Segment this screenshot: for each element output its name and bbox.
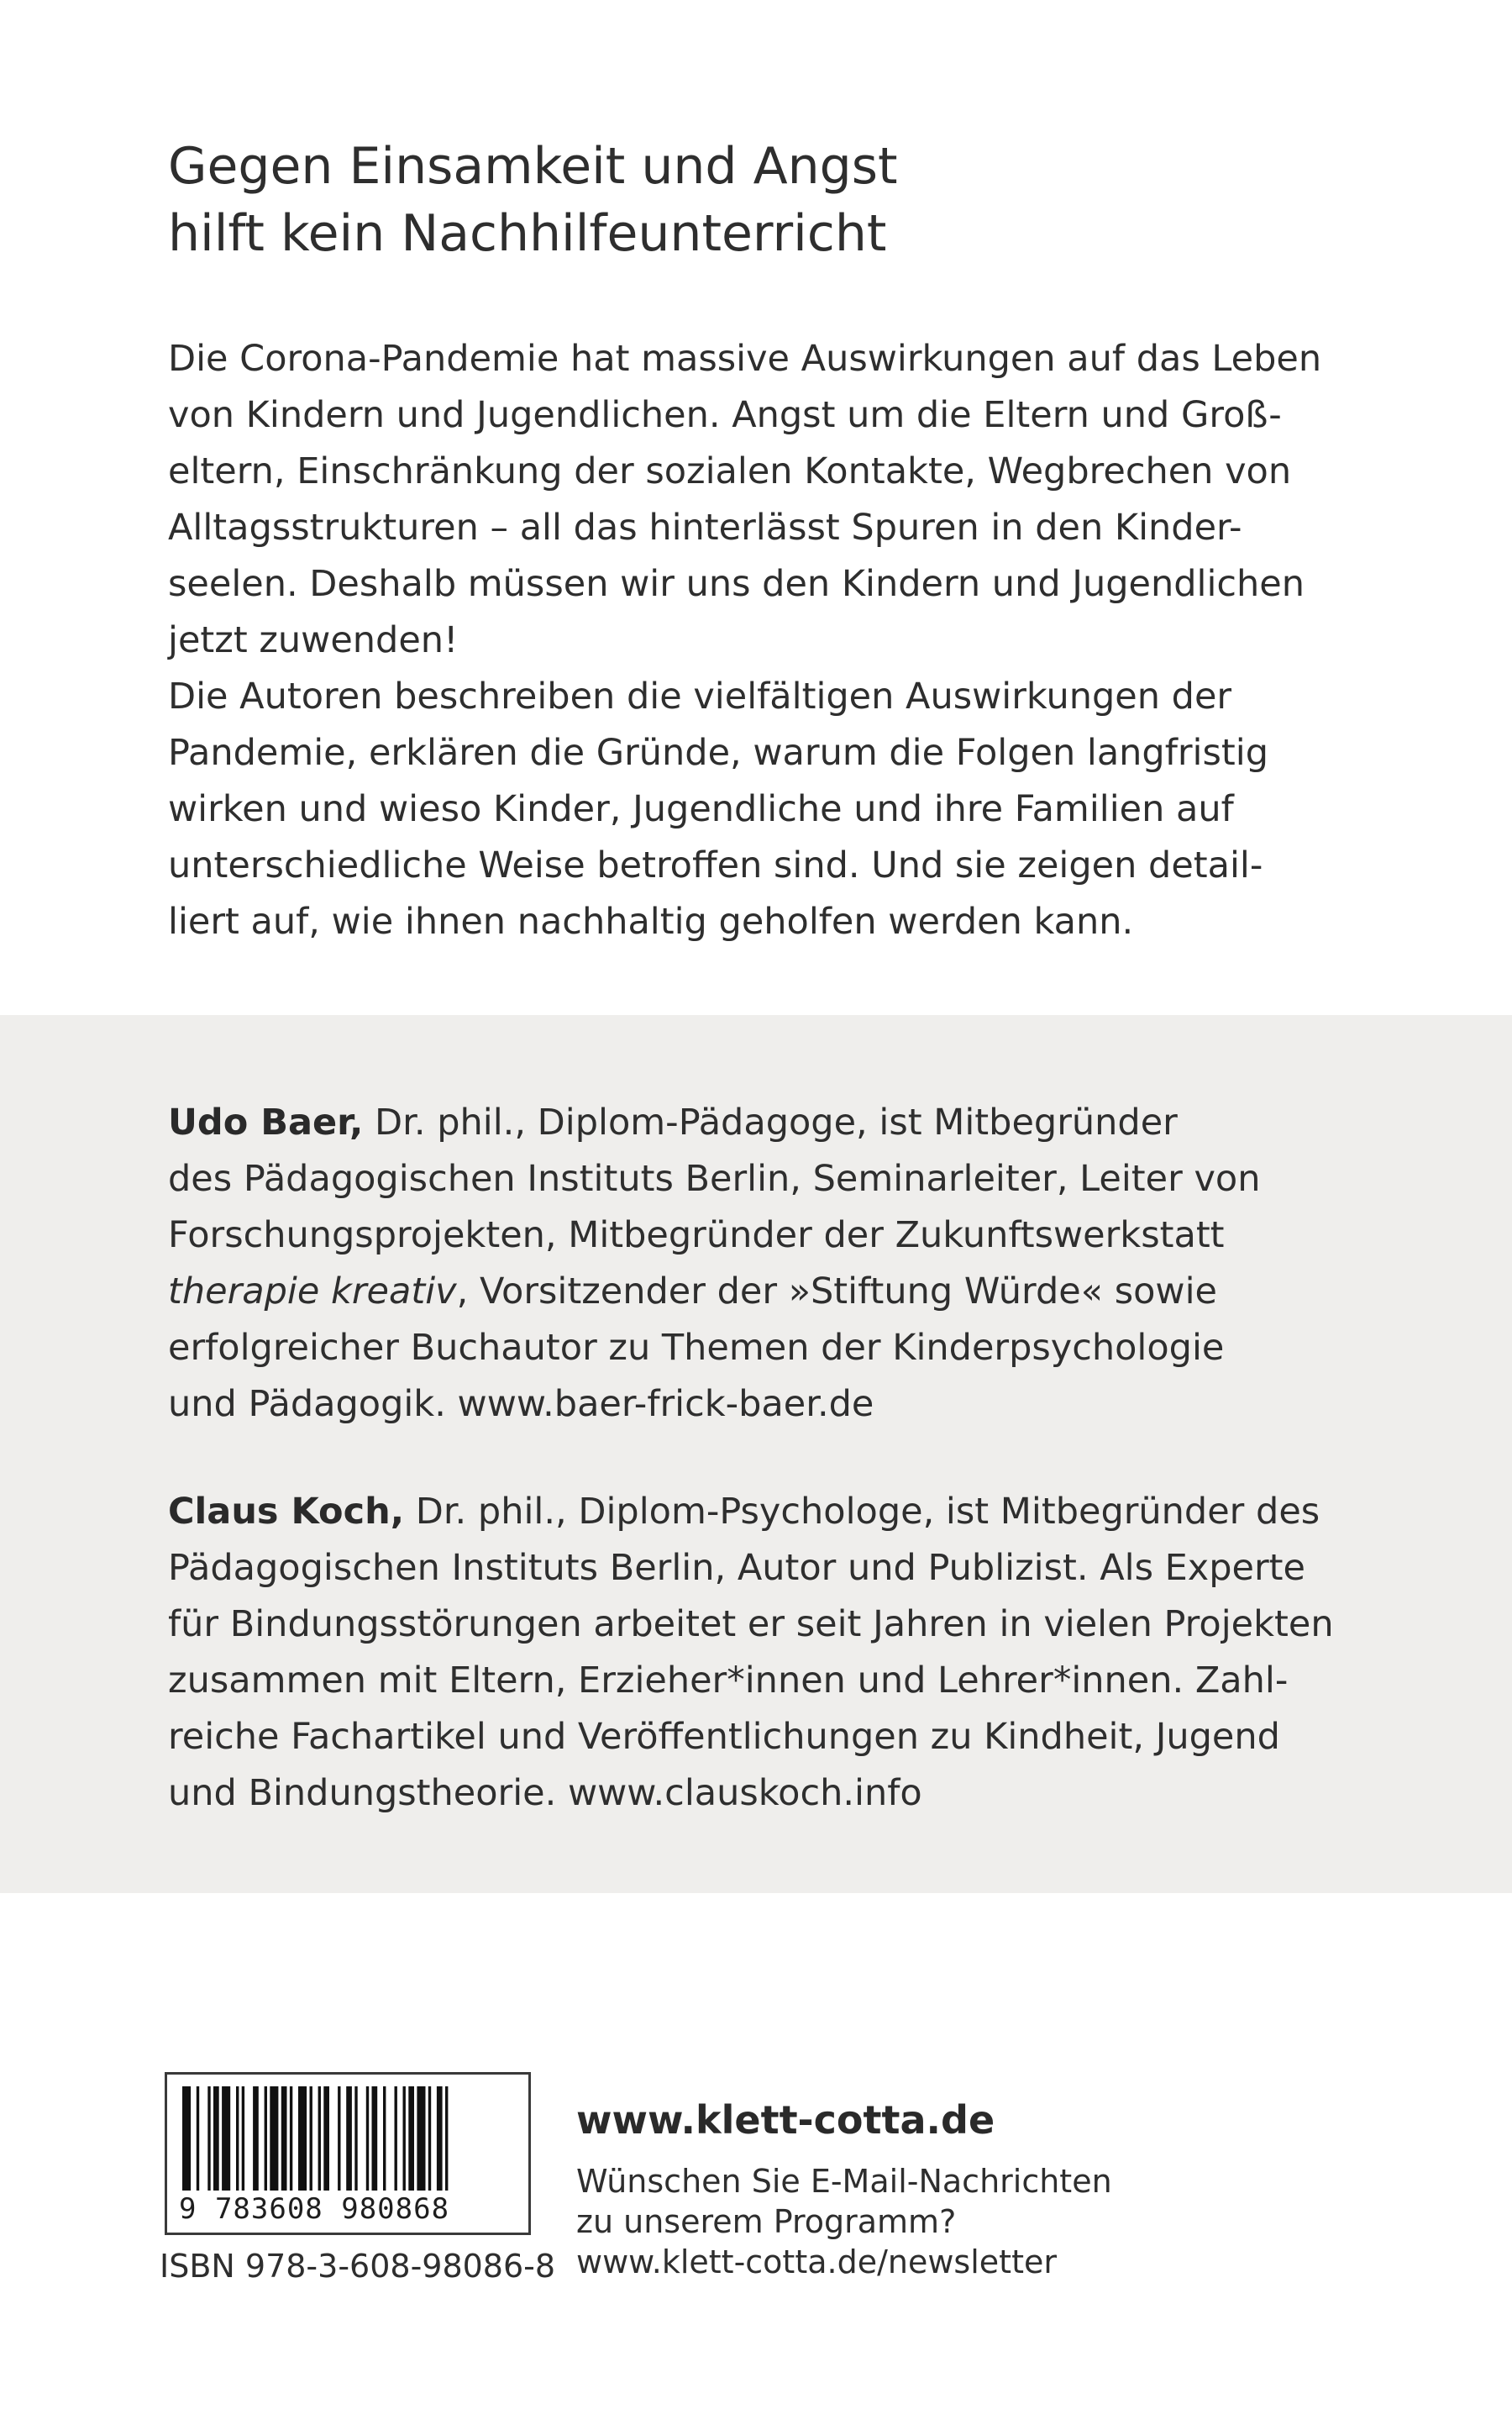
blurb-line: unterschiedliche Weise betroffen sind. Und sie zeigen detail- — [168, 844, 1263, 886]
newsletter-link[interactable]: www.klett-cotta.de/newsletter — [576, 2243, 1057, 2280]
barcode-bar — [310, 2086, 312, 2191]
author-bio-line: Pädagogischen Instituts Berlin, Autor und Publizist. Als Experte — [168, 1547, 1305, 1589]
headline-line-1: Gegen Einsamkeit und Angst — [168, 137, 898, 196]
barcode-bar — [354, 2086, 357, 2191]
blurb-line: eltern, Einschränkung der sozialen Kontakte, Wegbrechen von — [168, 450, 1292, 492]
barcode-bar — [207, 2086, 210, 2191]
barcode-bar — [236, 2086, 239, 2191]
newsletter-line: Wünschen Sie E-Mail-Nachrichten — [576, 2163, 1112, 2200]
barcode-bar — [281, 2086, 287, 2191]
barcode-bars — [182, 2086, 515, 2191]
newsletter-info — [576, 2161, 1112, 2282]
workshop-name: therapie kreativ — [168, 1270, 457, 1312]
author-bio-line: reiche Fachartikel und Veröffentlichungen zu Kindheit, Jugend — [168, 1716, 1280, 1758]
barcode-bar — [197, 2086, 199, 2191]
barcode-bar — [395, 2086, 397, 2191]
headline — [168, 133, 1344, 267]
author-bio-line: und Pädagogik. www.baer-frick-baer.de — [168, 1383, 874, 1425]
barcode-bar — [417, 2086, 425, 2191]
barcode-bar — [428, 2086, 431, 2191]
blurb-line: jetzt zuwenden! — [168, 619, 459, 661]
author-name-baer: Udo Baer, — [168, 1102, 364, 1144]
barcode-bar — [242, 2086, 244, 2191]
author-bio-text: , Vorsitzender der »Stiftung Würde« sowie — [456, 1270, 1217, 1312]
barcode-bar — [182, 2086, 191, 2191]
headline-line-2: hilft kein Nachhilfeunterricht — [168, 204, 887, 263]
blurb-line: seelen. Deshalb müssen wir uns den Kindern und Jugendlichen — [168, 563, 1305, 605]
author-bio-text: Dr. phil., Diplom-Pädagoge, ist Mitbegründer — [363, 1102, 1178, 1144]
author-bio-line: des Pädagogischen Instituts Berlin, Seminarleiter, Leiter von — [168, 1158, 1261, 1200]
barcode-bar — [265, 2086, 267, 2191]
author-bio-line: für Bindungsstörungen arbeitet er seit Jahren in vielen Projekten — [168, 1603, 1334, 1645]
barcode-bar — [346, 2086, 352, 2191]
author-bio-line — [168, 1095, 1378, 1151]
barcode-digits: 9 783608 980868 — [179, 2192, 518, 2226]
author-bio-line: erfolgreicher Buchautor zu Themen der Kinderpsychologie — [168, 1327, 1225, 1369]
blurb-line: Die Corona-Pandemie hat massive Auswirkungen auf das Leben — [168, 338, 1322, 380]
author-name-koch: Claus Koch, — [168, 1491, 405, 1533]
blurb-line: Die Autoren beschreiben die vielfältigen Auswirkungen der — [168, 676, 1232, 718]
author-bio-line — [168, 1484, 1378, 1540]
blurb-line: von Kindern und Jugendlichen. Angst um die Eltern und Groß- — [168, 394, 1282, 436]
blurb-line: liert auf, wie ihnen nachhaltig geholfen werden kann. — [168, 901, 1134, 943]
author-bio-text: Dr. phil., Diplom-Psychologe, ist Mitbegründer des — [404, 1491, 1320, 1533]
barcode-bar — [318, 2086, 321, 2191]
barcode-bar — [366, 2086, 369, 2191]
publisher-website-link[interactable]: www.klett-cotta.de — [576, 2097, 995, 2143]
isbn-number: ISBN 978-3-608-98086-8 — [160, 2248, 556, 2285]
barcode-bar — [298, 2086, 307, 2191]
blurb-text — [168, 331, 1378, 950]
barcode-bar — [213, 2086, 219, 2191]
barcode-bar — [372, 2086, 378, 2191]
barcode-bar — [408, 2086, 414, 2191]
blurb-line: Alltagsstrukturen – all das hinterlässt Spuren in den Kinder- — [168, 507, 1242, 549]
author-bio-koch — [168, 1484, 1378, 1822]
author-bio-line — [168, 1264, 1378, 1320]
barcode-bar — [383, 2086, 386, 2191]
author-bio-line: zusammen mit Eltern, Erzieher*innen und Lehrer*innen. Zahl- — [168, 1659, 1289, 1702]
barcode-bar — [437, 2086, 443, 2191]
barcode-bar — [270, 2086, 278, 2191]
barcode-bar — [403, 2086, 406, 2191]
blurb-line: Pandemie, erklären die Gründe, warum die Folgen langfristig — [168, 732, 1268, 774]
barcode-bar — [290, 2086, 292, 2191]
barcode — [165, 2072, 531, 2235]
author-bio-line: und Bindungstheorie. www.clauskoch.info — [168, 1772, 922, 1814]
blurb-line: wirken und wieso Kinder, Jugendliche und ihre Familien auf — [168, 788, 1234, 830]
newsletter-line: zu unserem Programm? — [576, 2203, 957, 2240]
author-bio-line: Forschungsprojekten, Mitbegründer der Zukunftswerkstatt — [168, 1214, 1225, 1256]
barcode-bar — [253, 2086, 259, 2191]
barcode-bar — [323, 2086, 329, 2191]
barcode-bar — [445, 2086, 448, 2191]
barcode-bar — [222, 2086, 230, 2191]
author-bio-baer — [168, 1095, 1378, 1433]
barcode-bar — [338, 2086, 340, 2191]
